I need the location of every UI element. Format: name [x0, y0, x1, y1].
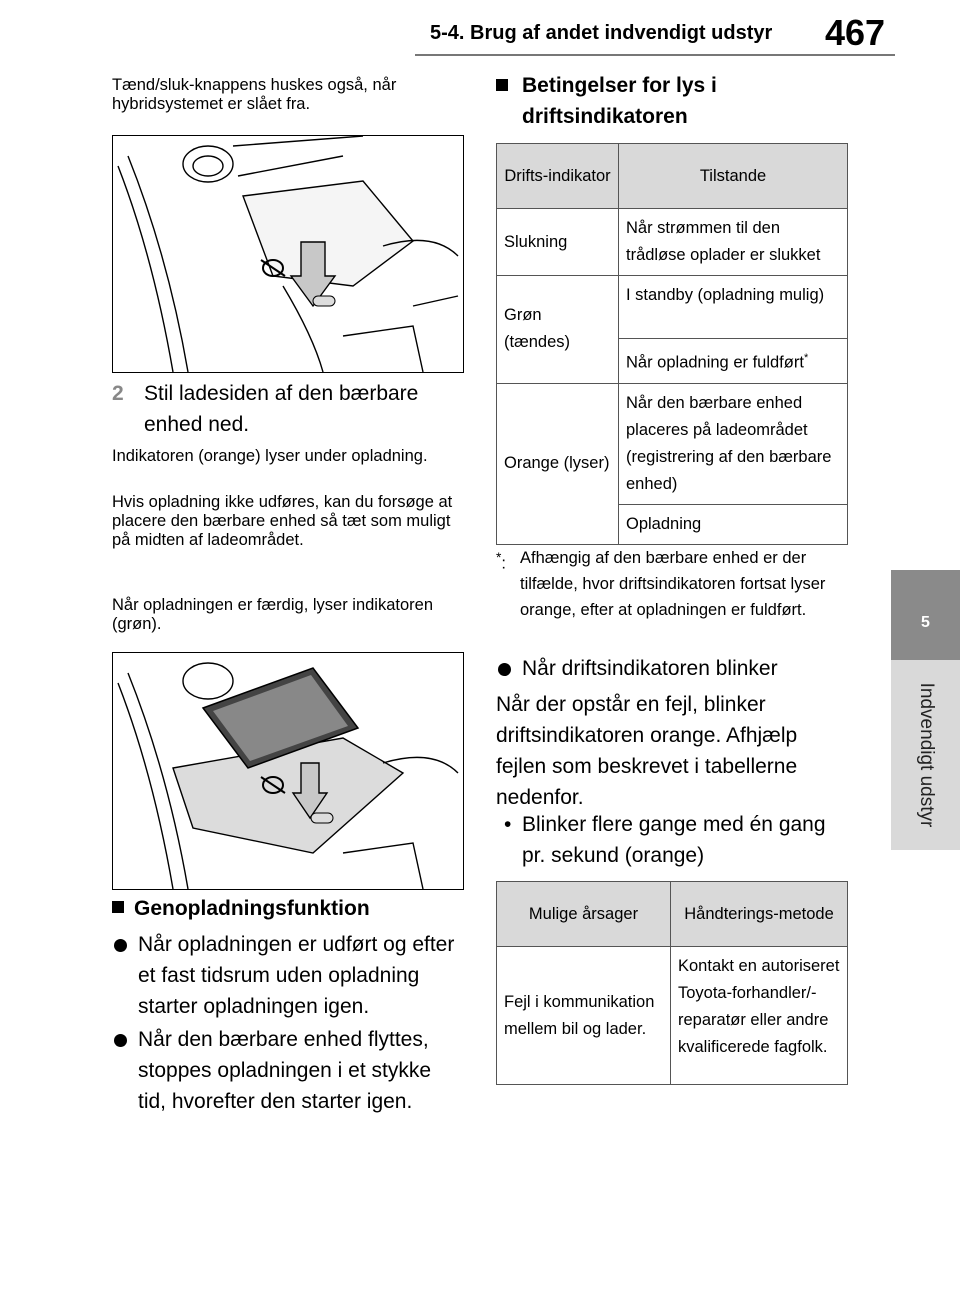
step-text: Stil ladesiden af den bærbare enhed ned. — [144, 382, 419, 436]
bullet-2: Når den bærbare enhed flyttes, stoppes opladningen i et stykke tid, hvorefter den starter igen. — [112, 1024, 462, 1117]
heading-genopladning: Genopladningsfunktion — [112, 893, 462, 924]
bullet-1: Når opladningen er udført og efter et fast tidsrum uden opladning starter opladningen igen. — [112, 929, 462, 1022]
table-header-remedy: Håndterings-metode — [671, 882, 848, 947]
chapter-tab-number: 5 — [891, 570, 960, 660]
chapter-tab-label: Indvendigt udstyr — [915, 682, 937, 828]
sub-bullet: • Blinker flere gange med én gang pr. sekund (orange) — [496, 809, 848, 871]
chapter-tab — [891, 660, 960, 850]
table-header-indicator: Drifts-indikator — [497, 144, 619, 209]
table-cell: Orange (lyser) — [497, 383, 619, 544]
square-bullet-icon — [496, 79, 508, 91]
table-cell: Når opladning er fuldført* — [619, 339, 848, 384]
paragraph-error: Når der opstår en fejl, blinker driftsindikatoren orange. Afhjælp fejlen som beskrevet i tabellerne nedenfor. — [496, 693, 798, 809]
bullet-icon — [114, 939, 127, 952]
table-cell: Når den bærbare enhed placeres på ladeområdet (registrering af den bærbare enhed) — [619, 383, 848, 504]
section-title: 5-4. Brug af andet indvendigt udstyr — [430, 22, 773, 44]
table-cell: Slukning — [497, 209, 619, 276]
step-2 — [112, 378, 462, 440]
footnote-marker: *: — [496, 550, 506, 573]
table-cell: Kontakt en autoriseret Toyota-forhandler/-reparatør eller andre kvalificerede fagfolk. — [671, 947, 848, 1085]
figure-phone-placement — [112, 652, 464, 890]
console-illustration-1 — [113, 136, 463, 372]
step-number: 2 — [112, 382, 124, 405]
error-table — [496, 881, 848, 1085]
table-header-states: Tilstande — [619, 144, 848, 209]
charger-switch-icon — [311, 813, 333, 823]
square-bullet-icon — [112, 901, 124, 913]
bullet-blinker: Når driftsindikatoren blinker — [496, 653, 848, 684]
bullet-icon — [498, 663, 511, 676]
table-cell: Grøn (tændes) — [497, 276, 619, 384]
intro-text: Tænd/sluk-knappens huskes også, når hybridsystemet er slået fra. — [112, 76, 397, 113]
table-cell: I standby (opladning mulig) — [619, 276, 848, 339]
sub-bullet-marker: • — [504, 813, 512, 836]
heading-betingelser: Betingelser for lys i driftsindikatoren — [496, 70, 846, 132]
bullet-icon — [114, 1034, 127, 1047]
paragraph-1: Indikatoren (orange) lyser under opladning. — [112, 447, 428, 465]
table-cell: Når strømmen til den trådløse oplader er slukket — [619, 209, 848, 276]
paragraph-3: Når opladningen er færdig, lyser indikatoren (grøn). — [112, 596, 434, 633]
page-number: 467 — [825, 12, 886, 53]
table-cell: Fejl i kommunikation mellem bil og lader. — [497, 947, 671, 1085]
table-cell: Opladning — [619, 504, 848, 544]
footnote: *: Afhængig af den bærbare enhed er der tilfælde, hvor driftsindikatoren fortsat lyser orange, efter at opladningen er fuldført. — [496, 545, 848, 623]
table-header-causes: Mulige årsager — [497, 882, 671, 947]
footnote-marker: * — [803, 352, 809, 364]
indicator-table — [496, 143, 848, 545]
figure-charger-button — [112, 135, 464, 373]
charger-switch-icon — [313, 296, 335, 306]
header-rule — [415, 54, 895, 56]
paragraph-2: Hvis opladning ikke udføres, kan du forsøge at placere den bærbare enhed så tæt som muligt på midten af ladeområdet. — [112, 493, 453, 549]
console-illustration-2 — [113, 653, 463, 889]
